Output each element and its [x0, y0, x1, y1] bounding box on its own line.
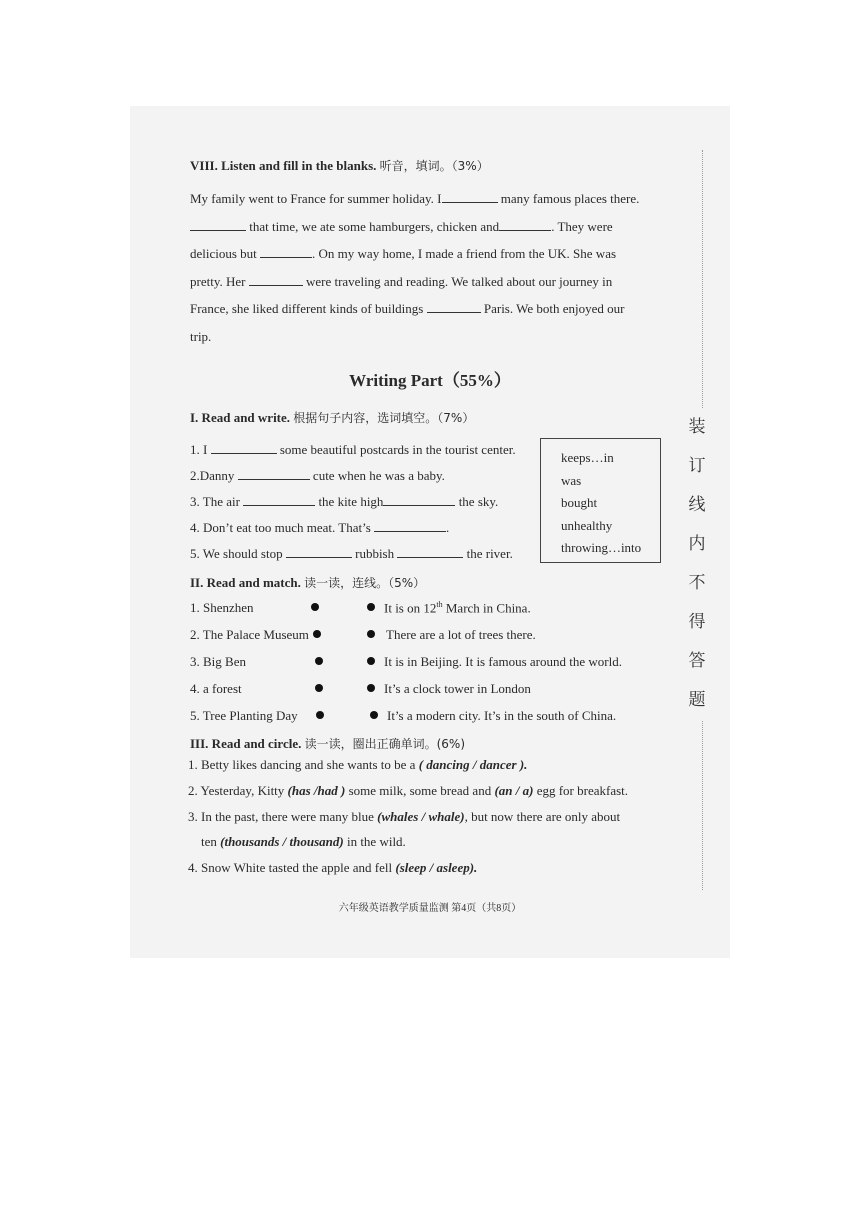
word-bank-item: keeps…in — [561, 450, 614, 465]
passage-line-1 — [190, 185, 656, 213]
circle-option[interactable]: (thousands / thousand) — [220, 834, 344, 849]
match-dot-right[interactable] — [367, 657, 375, 665]
match-left-item: 4. a forest — [190, 681, 242, 696]
passage-text: pretty. Her — [190, 273, 249, 289]
answer-blank[interactable] — [190, 218, 246, 231]
match-right-sup: th — [436, 600, 443, 609]
word-bank-item: unhealthy — [561, 517, 613, 533]
answer-blank[interactable] — [286, 545, 352, 558]
circle-option[interactable]: ( dancing / dancer ). — [418, 757, 528, 772]
match-dot-right[interactable] — [367, 630, 375, 638]
answer-blank[interactable] — [427, 300, 481, 313]
part1-heading-en: I. Read and write. — [190, 410, 291, 425]
passage-text: France, she liked different kinds of buildings — [190, 301, 427, 316]
answer-blank[interactable] — [397, 545, 463, 558]
match-right-item: There are a lot of trees there. — [386, 627, 536, 642]
answer-blank[interactable] — [249, 273, 303, 286]
part3-q2 — [188, 783, 628, 799]
question-text: cute when he was a baby. — [309, 468, 445, 483]
answer-blank[interactable] — [374, 519, 446, 532]
question-text: 3. In the past, there were many blue — [188, 809, 378, 824]
binding-char: 内 — [688, 534, 706, 554]
binding-char: 得 — [688, 612, 706, 632]
binding-char: 不 — [688, 573, 706, 593]
match-left-item: 1. Shenzhen — [190, 600, 254, 615]
match-dot-left[interactable] — [311, 603, 319, 611]
passage-text: . They were — [551, 218, 613, 234]
part1-q4 — [190, 519, 449, 536]
question-text: some beautiful postcards in the tourist center. — [276, 442, 516, 457]
word-bank — [540, 438, 661, 563]
circle-option[interactable]: (has /had ) — [287, 783, 346, 798]
part1-q5 — [190, 545, 513, 562]
question-text: 4. Snow White tasted the apple and fell — [188, 860, 396, 875]
question-text: the kite high — [315, 494, 384, 509]
match-left-item: 2. The Palace Museum — [190, 627, 309, 642]
answer-blank[interactable] — [383, 493, 455, 506]
section8-heading-en: VIII. Listen and fill in the blanks. — [190, 158, 377, 173]
answer-blank[interactable] — [238, 467, 310, 480]
binding-notice — [684, 408, 710, 720]
part1-q2 — [190, 467, 445, 484]
passage-text: . On my way home, I made a friend from the UK. She was — [312, 246, 617, 261]
question-text: 4. Don’t eat too much meat. That’s — [190, 520, 375, 535]
answer-blank[interactable] — [211, 441, 277, 454]
page-footer: 六年级英语教学质量监测 第4页（共8页） — [338, 903, 522, 914]
match-dot-left[interactable] — [313, 630, 321, 638]
section8-heading-cn: 听音，填词。（3%） — [379, 159, 489, 173]
part2-heading-cn: 读一读，连线。（5%） — [304, 576, 426, 590]
part3-q3 — [188, 809, 620, 825]
circle-option[interactable]: (sleep / asleep). — [395, 860, 478, 875]
match-right-item: It’s a clock tower in London — [384, 681, 531, 696]
match-left-item: 3. Big Ben — [190, 654, 246, 669]
question-text: 3. The air — [190, 494, 244, 509]
match-dot-left[interactable] — [315, 657, 323, 665]
part1-heading-cn: 根据句子内容，选词填空。（7%） — [293, 411, 475, 425]
match-right-text: March in China. — [442, 600, 531, 616]
question-text: , but now there are only about — [464, 809, 621, 824]
part3-heading-en: III. Read and circle. — [190, 736, 302, 751]
section8-passage — [190, 185, 656, 350]
binding-char: 答 — [688, 651, 706, 671]
section8-heading — [190, 157, 489, 174]
match-dot-right[interactable] — [370, 711, 378, 719]
writing-part-title: Writing Part（55%） — [349, 371, 511, 390]
match-left-item: 5. Tree Planting Day — [190, 708, 298, 723]
answer-blank[interactable] — [499, 218, 551, 231]
question-text: some milk, some bread and — [345, 783, 495, 798]
question-text: egg for breakfast. — [533, 783, 629, 798]
question-text: rubbish — [351, 546, 398, 561]
passage-text: were traveling and reading. We talked about our journey in — [302, 273, 613, 289]
passage-line-4 — [190, 268, 656, 296]
part1-q1 — [190, 441, 516, 458]
answer-blank[interactable] — [260, 245, 312, 258]
question-text: 2. Yesterday, Kitty — [188, 783, 288, 798]
passage-line-6 — [190, 323, 656, 351]
word-bank-item: was — [561, 472, 582, 488]
question-text: the sky. — [455, 494, 499, 509]
answer-blank[interactable] — [442, 190, 498, 203]
part3-heading-cn: 读一读，圈出正确单词。(6%) — [304, 737, 466, 751]
question-text: the river. — [463, 546, 513, 561]
passage-text: that time, we ate some hamburgers, chicken and — [246, 218, 500, 234]
part1-q3 — [190, 493, 498, 510]
passage-text: trip. — [190, 328, 212, 344]
part3-heading — [190, 735, 465, 752]
match-right-item: It is in Beijing. It is famous around the world. — [384, 654, 622, 669]
question-text: 2.Danny — [190, 468, 238, 483]
question-text: 1. I — [190, 442, 211, 457]
match-dot-left[interactable] — [316, 711, 324, 719]
circle-option[interactable]: (whales / whale) — [377, 809, 465, 824]
binding-char: 线 — [688, 495, 706, 515]
question-text: 5. We should stop — [190, 546, 286, 561]
part3-q1 — [188, 757, 527, 773]
question-text: . — [446, 520, 450, 535]
passage-line-2 — [190, 213, 656, 241]
binding-char: 装 — [688, 417, 706, 437]
question-text: ten — [201, 834, 221, 849]
part2-heading — [190, 574, 425, 591]
passage-line-5 — [190, 295, 656, 323]
question-text: in the wild. — [343, 834, 406, 849]
match-dot-right[interactable] — [367, 684, 375, 692]
passage-text: Paris. We both enjoyed our — [480, 301, 625, 316]
passage-text: many famous places there. — [497, 191, 640, 206]
match-dot-right[interactable] — [367, 603, 375, 611]
match-right-text: It is on 12 — [384, 600, 437, 616]
passage-text: delicious but — [190, 246, 261, 261]
circle-option[interactable]: (an / a) — [494, 783, 534, 798]
passage-text: My family went to France for summer holiday. I — [190, 191, 442, 206]
binding-char: 订 — [688, 456, 706, 476]
part2-heading-en: II. Read and match. — [190, 575, 301, 590]
binding-char: 题 — [688, 690, 706, 710]
match-right-item — [384, 600, 531, 616]
word-bank-item: throwing…into — [561, 540, 642, 555]
question-text: 1. Betty likes dancing and she wants to be a — [188, 757, 419, 772]
match-right-item: It’s a modern city. It’s in the south of China. — [387, 708, 617, 723]
part1-heading — [190, 409, 474, 426]
part3-q4 — [188, 860, 477, 876]
word-bank-item: bought — [561, 495, 598, 510]
passage-line-3 — [190, 240, 656, 268]
answer-blank[interactable] — [243, 493, 315, 506]
match-dot-left[interactable] — [315, 684, 323, 692]
part3-q3-cont — [201, 834, 406, 850]
